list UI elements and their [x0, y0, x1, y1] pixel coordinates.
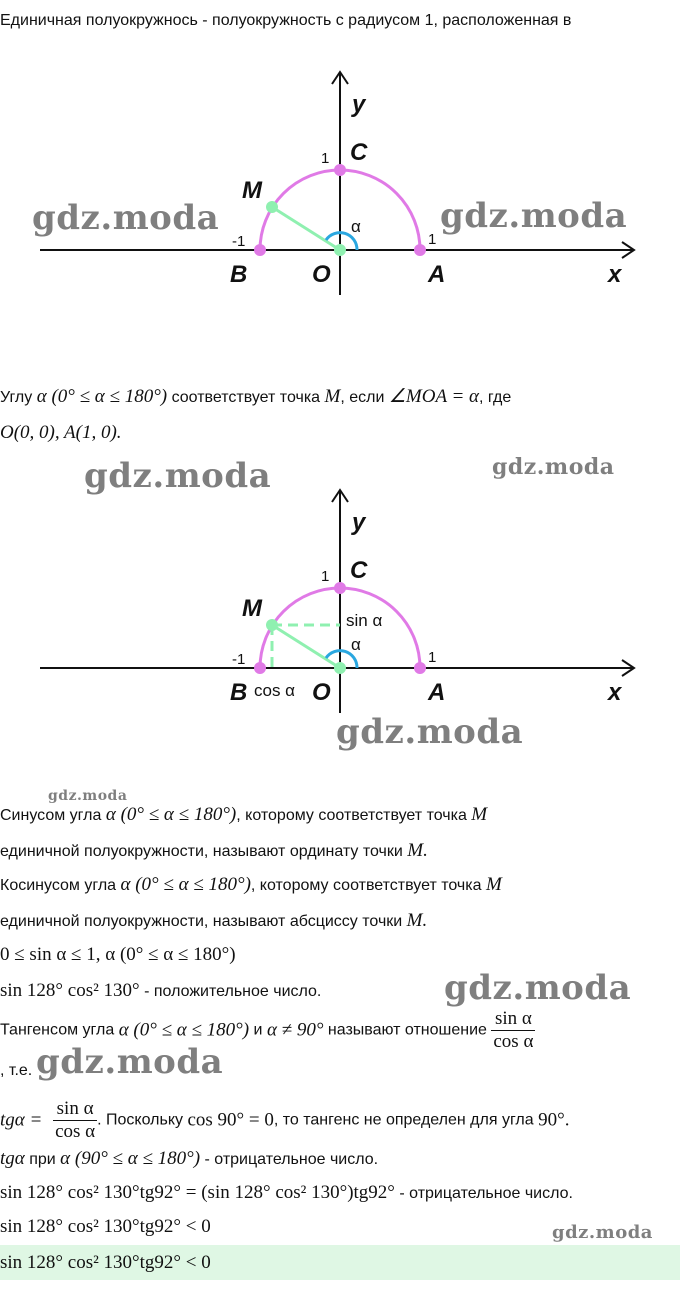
- y-axis-label: y: [352, 509, 366, 536]
- math-span: α (0° ≤ α ≤ 180°): [105, 804, 237, 825]
- positive-example: [0, 980, 321, 1003]
- tangent-ie: , т.е.: [0, 1062, 33, 1079]
- text-span: называют отношение: [323, 1021, 492, 1039]
- watermark: gdz.moda: [36, 1042, 224, 1082]
- math-span: O(0, 0), A(1, 0).: [0, 422, 122, 443]
- sine-definition: [0, 804, 487, 827]
- sine-definition-2: [0, 840, 428, 863]
- watermark: gdz.moda: [492, 454, 615, 480]
- unit-semicircle-diagram-2: [0, 478, 680, 718]
- math-span: α ≠ 90°: [266, 1019, 324, 1041]
- point-b-label: B: [230, 261, 248, 288]
- math-span: 90°.: [538, 1109, 570, 1131]
- text-span: Синусом угла: [0, 807, 106, 824]
- watermark: gdz.moda: [440, 196, 628, 236]
- math-span: α (0° ≤ α ≤ 180°): [118, 1019, 250, 1041]
- text-span: и: [249, 1021, 267, 1039]
- math-span: α (0° ≤ α ≤ 180°): [120, 874, 251, 895]
- math-span: M: [485, 874, 502, 895]
- cosine-definition: [0, 874, 502, 897]
- watermark: gdz.moda: [552, 1222, 653, 1243]
- math-span: sin 128° cos² 130°tg92° = (sin 128° cos² 130°)tg92°: [0, 1182, 395, 1203]
- math-span: tgα: [0, 1148, 25, 1169]
- math-span: M: [471, 804, 488, 825]
- unit-semicircle-diagram-1: [0, 60, 680, 300]
- math-span: α (90° ≤ α ≤ 180°): [60, 1148, 201, 1169]
- watermark: gdz.moda: [32, 198, 220, 238]
- y-axis-label: y: [352, 91, 366, 118]
- point-m-label: M: [242, 595, 262, 622]
- cos-alpha-label: cos α: [254, 681, 296, 700]
- watermark: gdz.moda: [444, 968, 632, 1008]
- tangent-formula: [0, 1098, 569, 1143]
- fraction-numerator: sin α: [53, 1098, 97, 1121]
- fraction-denominator: cos α: [55, 1121, 96, 1142]
- alpha-label: α: [351, 217, 361, 236]
- cosine-definition-2: [0, 910, 427, 933]
- math-span: M.: [407, 840, 428, 861]
- fraction-numerator: sin α: [491, 1008, 535, 1031]
- point-o-label: O: [312, 679, 331, 706]
- tick-one-right: 1: [428, 231, 437, 248]
- text-span: . Поскольку: [97, 1111, 188, 1129]
- text-span: единичной полуокружности, называют абсциссу точки: [0, 913, 407, 930]
- math-span: M: [324, 386, 341, 407]
- tick-one-right: 1: [428, 649, 437, 666]
- point-c-label: C: [350, 139, 368, 166]
- math-span: cos 90° = 0: [187, 1109, 274, 1131]
- text-span: , то тангенс не определен для угла: [273, 1111, 539, 1129]
- x-axis-label: x: [608, 261, 622, 288]
- point-b-label: B: [230, 679, 248, 706]
- text-span: , где: [479, 389, 512, 406]
- text-span: , которому соответствует точка: [236, 807, 472, 824]
- text-span: соответствует точка: [167, 389, 325, 406]
- text-span: , если: [340, 389, 389, 406]
- tangent-fraction: [491, 1008, 535, 1053]
- sin-alpha-label: sin α: [346, 611, 383, 630]
- text-span: при: [24, 1151, 61, 1168]
- text-span: Тангенсом угла: [0, 1021, 119, 1039]
- tick-minus-one: -1: [232, 651, 246, 668]
- math-span: α (0° ≤ α ≤ 180°): [36, 386, 168, 407]
- final-answer: sin 128° cos² 130°tg92° < 0: [0, 1252, 211, 1273]
- text-span: - отрицательное число.: [200, 1151, 379, 1168]
- x-axis-label: x: [608, 679, 622, 706]
- watermark: gdz.moda: [336, 712, 524, 752]
- point-a-label: A: [428, 679, 446, 706]
- point-o-label: O: [312, 261, 331, 288]
- tick-one-top: 1: [321, 568, 330, 585]
- angle-definition: [0, 386, 511, 409]
- text-span: Углу: [0, 389, 37, 406]
- point-m-label: M: [242, 177, 262, 204]
- sine-inequality: 0 ≤ sin α ≤ 1, α (0° ≤ α ≤ 180°): [0, 944, 236, 965]
- product-line: [0, 1182, 573, 1205]
- watermark: gdz.moda: [48, 788, 128, 804]
- math-span: M.: [406, 910, 428, 931]
- math-span: tgα =: [0, 1109, 48, 1131]
- text-span: единичной полуокружности, называют ординату точки: [0, 843, 408, 860]
- result-line: sin 128° cos² 130°tg92° < 0: [0, 1216, 211, 1237]
- alpha-label: α: [351, 635, 361, 654]
- point-c-label: C: [350, 557, 368, 584]
- tangent-fraction: [53, 1098, 97, 1143]
- math-span: ∠MOA = α: [388, 386, 480, 407]
- tick-one-top: 1: [321, 150, 330, 167]
- watermark: gdz.moda: [84, 456, 272, 496]
- point-a-label: A: [428, 261, 446, 288]
- text-span: - отрицательное число.: [394, 1185, 573, 1202]
- text-span: Косинусом угла: [0, 877, 121, 894]
- fraction-denominator: cos α: [493, 1031, 534, 1052]
- tick-minus-one: -1: [232, 233, 246, 250]
- math-span: sin 128° cos² 130°: [0, 980, 140, 1001]
- text-span: , которому соответствует точка: [250, 877, 486, 894]
- tangent-negative: [0, 1148, 378, 1171]
- intro-text: Единичная полуокружнось - полуокружность с радиусом 1, расположенная в: [0, 12, 572, 29]
- text-span: - положительное число.: [139, 983, 322, 1000]
- angle-definition-points: [0, 422, 122, 445]
